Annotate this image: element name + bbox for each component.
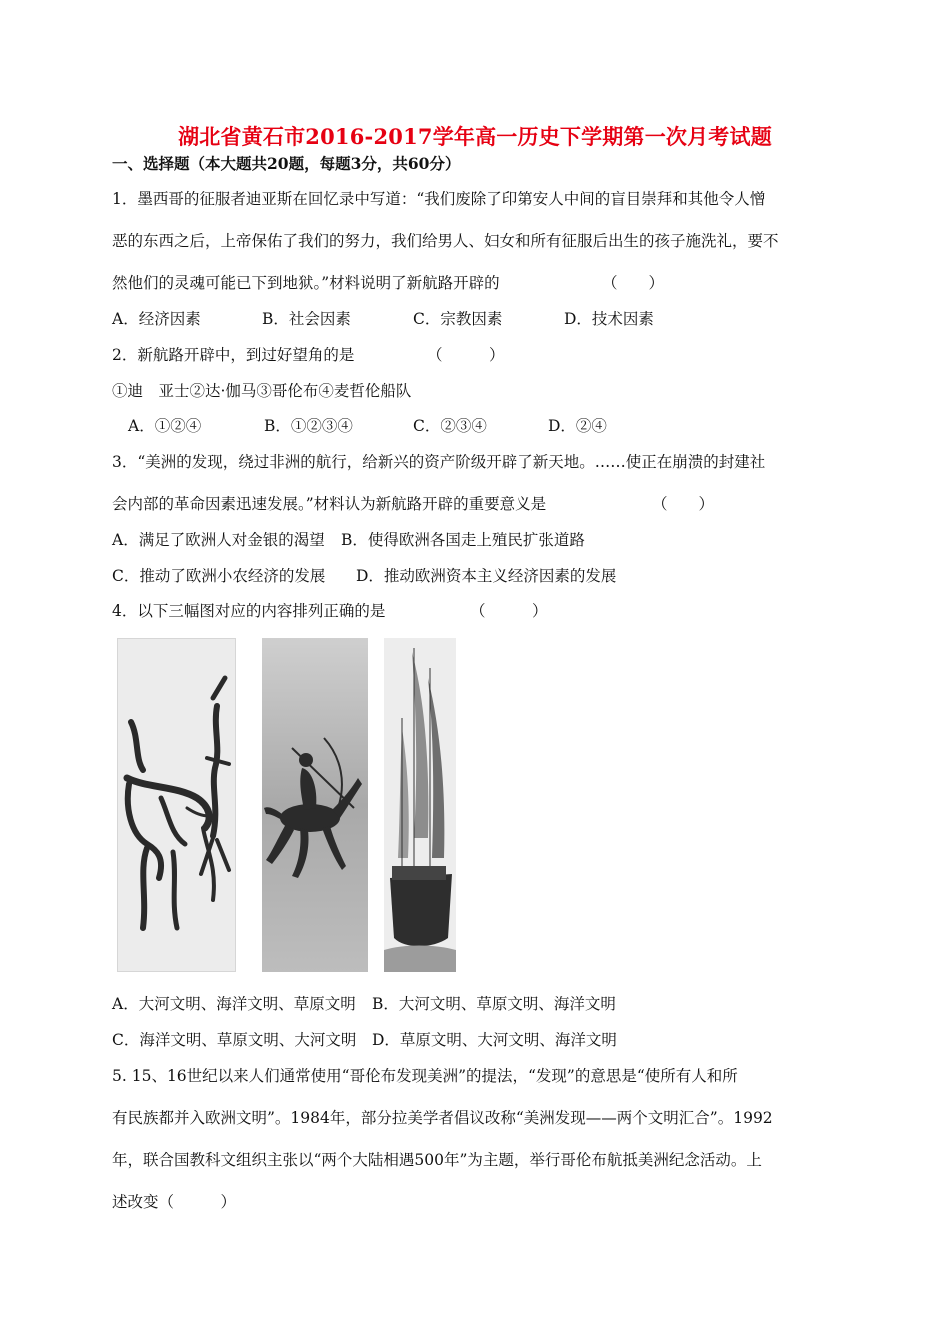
q5-line-4: 述改变（ ） xyxy=(112,1193,237,1211)
q3-line-2: 会内部的革命因素迅速发展。”材料认为新航路开辟的重要意义是 xyxy=(112,495,547,513)
q3-option-d: D．推动欧洲资本主义经济因素的发展 xyxy=(356,567,617,585)
q2-stem: 2．新航路开辟中，到过好望角的是 xyxy=(112,346,355,364)
q5-line-3: 年，联合国教科文组织主张以“两个大陆相遇500年”为主题，举行哥伦布航抵美洲纪念活动。上 xyxy=(112,1151,762,1169)
q3-answer-paren: （ ） xyxy=(652,495,715,513)
q1-option-b: B．社会因素 xyxy=(262,310,351,328)
page-title: 湖北省黄石市2016-2017学年高一历史下学期第一次月考试题 xyxy=(178,124,772,149)
q1-line-1: 1．墨西哥的征服者迪亚斯在回忆录中写道：“我们废除了印第安人中间的盲目崇拜和其他令人憎 xyxy=(112,190,766,208)
q2-answer-paren: （ ） xyxy=(427,346,505,364)
plough-ox-image xyxy=(117,638,236,972)
q3-option-c: C．推动了欧洲小农经济的发展 xyxy=(112,567,326,585)
q1-option-c: C．宗教因素 xyxy=(413,310,503,328)
q1-option-a: A．经济因素 xyxy=(112,310,201,328)
horse-rider-drawing xyxy=(262,638,368,972)
q1-line-3: 然他们的灵魂可能已下到地狱。”材料说明了新航路开辟的 xyxy=(112,274,500,292)
q1-answer-paren: （ ） xyxy=(602,274,665,292)
q1-option-d: D．技术因素 xyxy=(564,310,654,328)
q2-option-c: C．②③④ xyxy=(413,417,487,435)
section-heading: 一、选择题（本大题共20题，每题3分，共60分） xyxy=(112,154,461,173)
plough-ox-drawing xyxy=(117,638,236,972)
q2-option-d: D．②④ xyxy=(548,417,607,435)
q3-option-a: A．满足了欧洲人对金银的渴望 xyxy=(112,531,325,549)
q3-option-b: B．使得欧洲各国走上殖民扩张道路 xyxy=(341,531,585,549)
q4-option-a: A．大河文明、海洋文明、草原文明 xyxy=(112,995,356,1013)
q4-stem: 4．以下三幅图对应的内容排列正确的是 xyxy=(112,602,386,620)
q4-option-d: D．草原文明、大河文明、海洋文明 xyxy=(372,1031,617,1049)
sailing-ship-image xyxy=(384,638,456,972)
q3-line-1: 3．“美洲的发现，绕过非洲的航行，给新兴的资产阶级开辟了新天地。……使正在崩溃的封建社 xyxy=(112,453,766,471)
q4-option-c: C．海洋文明、草原文明、大河文明 xyxy=(112,1031,357,1049)
q2-option-b: B．①②③④ xyxy=(264,417,353,435)
q2-option-a: A．①②④ xyxy=(128,417,202,435)
q1-line-2: 恶的东西之后，上帝保佑了我们的努力，我们给男人、妇女和所有征服后出生的孩子施洗礼，要不 xyxy=(112,232,779,250)
q4-answer-paren: （ ） xyxy=(470,602,548,620)
q4-option-b: B．大河文明、草原文明、海洋文明 xyxy=(372,995,616,1013)
q5-line-1: 5. 15、16世纪以来人们通常使用“哥伦布发现美洲”的提法，“发现”的意思是“使所有人和所 xyxy=(112,1067,738,1085)
q5-line-2: 有民族都并入欧洲文明”。1984年，部分拉美学者倡议改称“美洲发现——两个文明汇合”。1992 xyxy=(112,1109,773,1127)
horse-rider-image xyxy=(262,638,368,972)
sailing-ship-drawing xyxy=(384,638,456,972)
q2-list: ①迪 亚士②达·伽马③哥伦布④麦哲伦船队 xyxy=(112,382,412,400)
